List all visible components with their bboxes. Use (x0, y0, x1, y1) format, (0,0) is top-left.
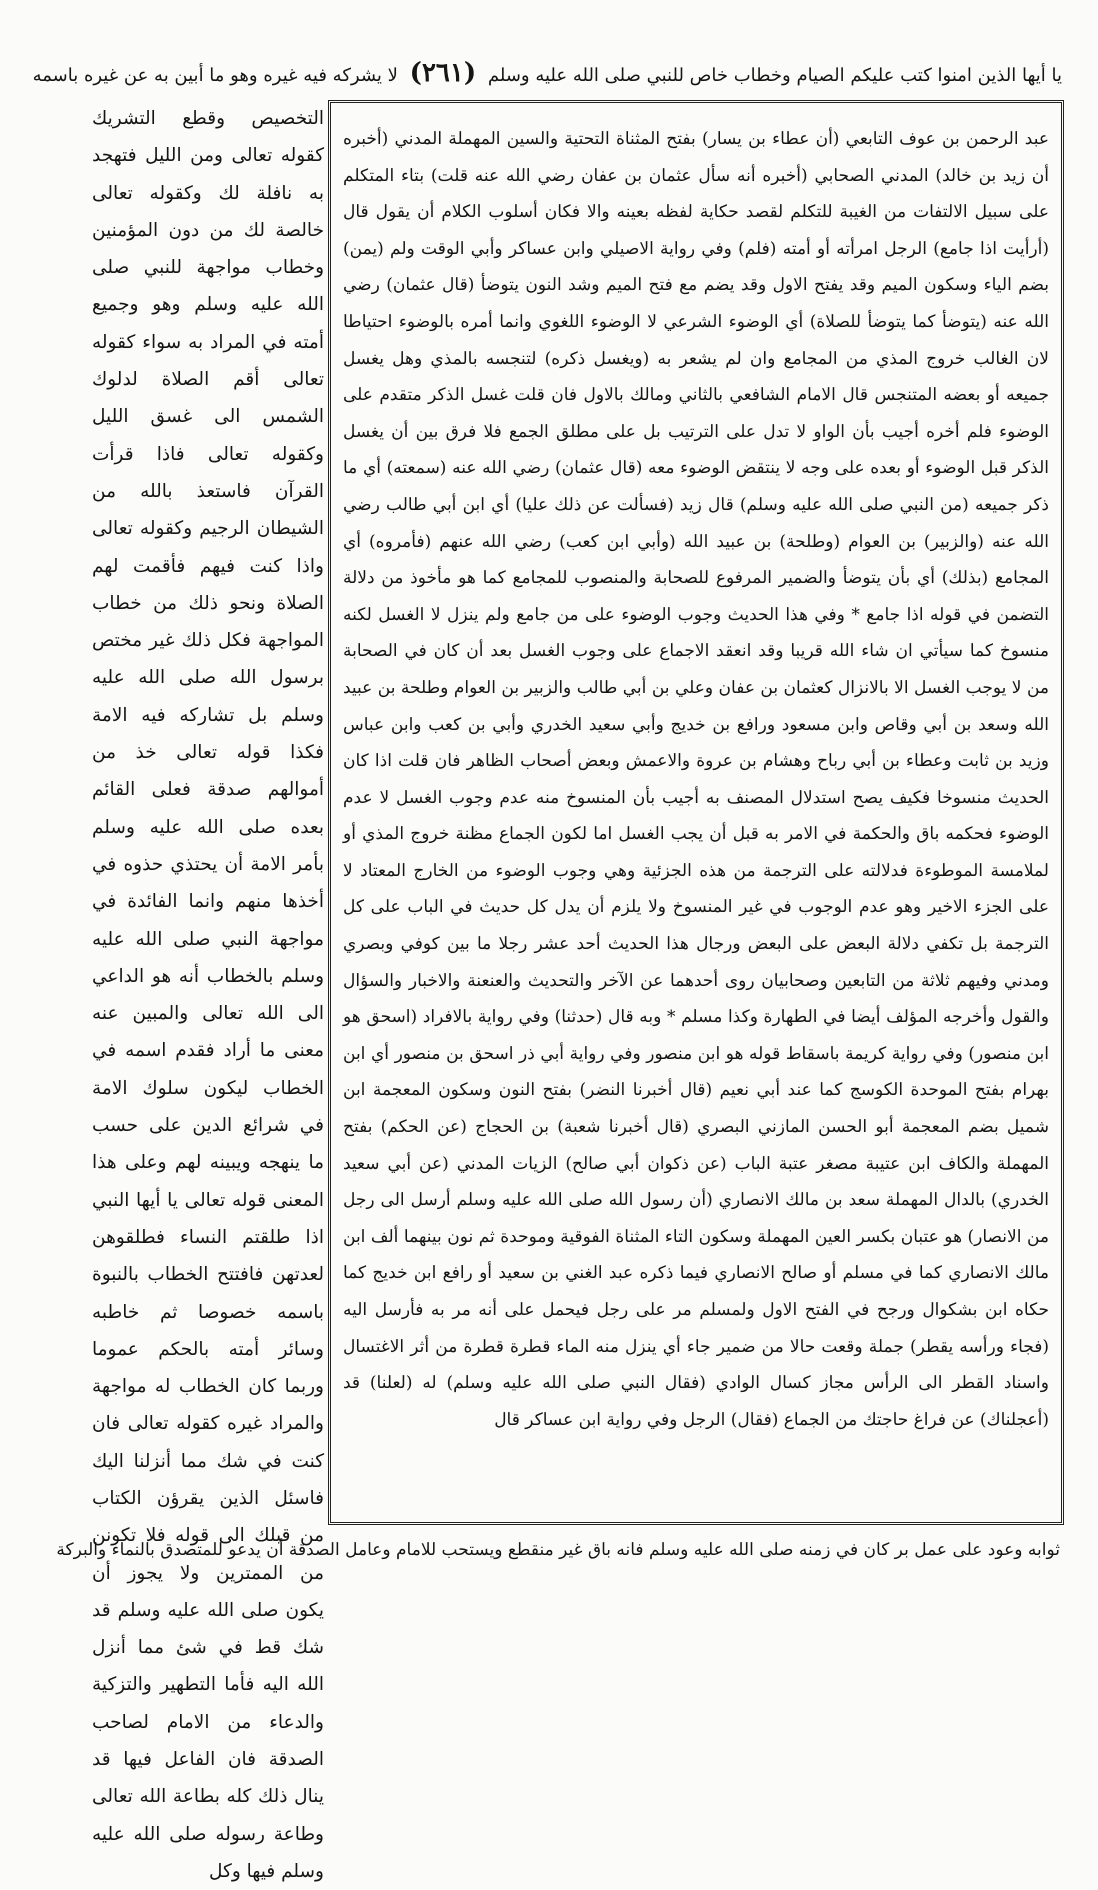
margin-commentary-text: التخصيص وقطع التشريك كقوله تعالى ومن الليل فتهجد به نافلة لك وكقوله تعالى خالصة لك من دون المؤمنين وخطاب مواجهة للنبي صلى الله عليه وسلم وهو وجميع أمته في المراد به سواء كقوله تعالى أقم الصلاة لدلوك الشمس الى غسق الليل وكقوله تعالى فاذا قرأت القرآن فاستعذ بالله من الشيطان الرجيم وكقوله تعالى واذا كنت فيهم فأقمت لهم الصلاة ونحو ذلك من خطاب المواجهة فكل ذلك غير مختص برسول الله صلى الله عليه وسلم بل تشاركه فيه الامة فكذا قوله تعالى خذ من أموالهم صدقة فعلى القائم بعده صلى الله عليه وسلم بأمر الامة أن يحتذي حذوه في أخذها منهم وانما الفائدة في مواجهة النبي صلى الله عليه وسلم بالخطاب أنه هو الداعي الى الله تعالى والمبين عنه معنى ما أراد فقدم اسمه في الخطاب ليكون سلوك الامة في شرائع الدين على حسب ما ينهجه ويبينه لهم وعلى هذا المعنى قوله تعالى يا أيها النبي اذا طلقتم النساء فطلقوهن لعدتهن فافتتح الخطاب بالنبوة باسمه خصوصا ثم خاطبه وسائر أمته بالحكم عموما وربما كان الخطاب له مواجهة والمراد غيره كقوله تعالى فان كنت في شك مما أنزلنا اليك فاسئل الذين يقرؤن الكتاب من قبلك الى قوله فلا تكونن من الممترين ولا يجوز أن يكون صلى الله عليه وسلم قد شك قط في شئ مما أنزل الله اليه فأما التطهير والتزكية والدعاء من الامام لصاحب الصدقة فان الفاعل فيها قد ينال ذلك كله بطاعة الله تعالى وطاعة رسوله صلى الله عليه وسلم فيها وكل (92, 108, 324, 1882)
header-text-left: لا يشركه فيه غيره وهو ما أبين به عن غيره باسمه (32, 65, 398, 86)
page-footer (56, 1530, 1060, 1570)
page-header (32, 48, 1062, 98)
page-number: (٢٦١) (409, 58, 477, 88)
header-text-right: يا أيها الذين امنوا كتب عليكم الصيام وخطاب خاص للنبي صلى الله عليه وسلم (487, 65, 1062, 86)
main-text-box (328, 100, 1064, 1525)
main-text-paragraph: عبد الرحمن بن عوف التابعي (أن عطاء بن يسار) بفتح المثناة التحتية والسين المهملة المدني (أخبره أن زيد بن خالد) المدني الصحابي (أخبره أنه سأل عثمان بن عفان رضي الله عنه قلت) بتاء المتكلم على سبيل الالتفات من الغيبة للتكلم لقصد حكاية لفظه بعينه والا فكان أسلوب الكلام أن يقول قال (أرأيت اذا جامع) الرجل امرأته أو أمته (فلم) وفي رواية الاصيلي وابن عساكر وأبي الوقت ولم (يمن) بضم الياء وسكون الميم وقد يفتح الاول وقد يضم مع فتح الميم وشد النون يتوضأ (قال عثمان) رضي الله عنه (يتوضأ كما يتوضأ للصلاة) أي الوضوء الشرعي لا الوضوء اللغوي وانما أمره بالوضوء احتياطا لان الغالب خروج المذي من المجامع وان لم يشعر به (ويغسل ذكره) لتنجسه بالمذي وهل يغسل جميعه أو بعضه المتنجس قال الامام الشافعي بالثاني ومالك بالاول فان قلت غسل الذكر متقدم على الوضوء فلم أخره أجيب بأن الواو لا تدل على الترتيب بل على مطلق الجمع فلا فرق بين أن يغسل الذكر قبل الوضوء أو بعده على وجه لا ينتقض الوضوء معه (قال عثمان) رضي الله عنه (سمعته) أي ما ذكر جميعه (من النبي صلى الله عليه وسلم) قال زيد (فسألت عن ذلك عليا) أي ابن أبي طالب رضي الله عنه (والزبير) بن العوام (وطلحة) بن عبيد الله (وأبي ابن كعب) رضي الله عنهم (فأمروه) أي المجامع (بذلك) أي بأن يتوضأ والضمير المرفوع للصحابة والمنصوب للمجامع كما هو مأخوذ من دلالة التضمن في قوله اذا جامع * وفي هذا الحديث وجوب الوضوء على من جامع ولم ينزل لا الغسل لكنه منسوخ كما سيأتي ان شاء الله قريبا وقد انعقد الاجماع على وجوب الغسل بعد أن كان في الصحابة من لا يوجب الغسل الا بالانزال كعثمان بن عفان وعلي بن أبي طالب والزبير بن العوام وطلحة بن عبيد الله وسعد بن أبي وقاص وابن مسعود ورافع بن خديج وأبي سعيد الخدري وأبي بن كعب وابن عباس وزيد بن ثابت وعطاء بن أبي رباح وهشام بن عروة والاعمش وبعض أصحاب الظاهر فان قلت اذا كان الحديث منسوخا فكيف يصح استدلال المصنف به أجيب بأن المنسوخ منه عدم وجوب الغسل لا عدم الوضوء فحكمه باق والحكمة في الامر به قبل أن يجب الغسل اما لكون الجماع مظنة خروج المذي أو لملامسة الموطوءة فدلالته على الترجمة من هذه الجزئية وهي وجوب الوضوء من الخارج المعتاد لا على الجزء الاخير وهو عدم الوجوب في غير المنسوخ ولا يلزم أن يدل كل حديث في الباب على كل الترجمة بل تكفي دلالة البعض على البعض ورجال هذا الحديث أحد عشر رجلا ما بين كوفي وبصري ومدني وفيهم ثلاثة من التابعين وصحابيان روى أحدهما عن الآخر والتحديث والعنعنة والاخبار والسؤال والقول وأخرجه المؤلف أيضا في الطهارة وكذا مسلم * وبه قال (حدثنا) وفي رواية بالافراد (اسحق هو ابن منصور) وفي رواية كريمة باسقاط قوله هو ابن منصور وفي رواية أبي ذر اسحق بن منصور أي ابن بهرام بفتح الموحدة الكوسج كما عند أبي نعيم (قال أخبرنا النضر) بفتح النون وسكون المعجمة ابن شميل بضم المعجمة أبو الحسن المازني البصري (قال أخبرنا شعبة) بن الحجاج (عن الحكم) بفتح المهملة والكاف ابن عتيبة مصغر عتبة الباب (عن ذكوان أبي صالح) الزيات المدني (عن أبي سعيد الخدري) بالدال المهملة سعد بن مالك الانصاري (أن رسول الله صلى الله عليه وسلم أرسل الى رجل من الانصار) هو عتبان بكسر العين المهملة وسكون التاء المثناة الفوقية وموحدة ثم نون بينهما ألف ابن مالك الانصاري كما في مسلم أو صالح الانصاري فيما ذكره عبد الغني بن سعيد أو رافع ابن خديج كما حكاه ابن بشكوال ورجح في الفتح الاول ولمسلم مر على رجل فيحمل على أنه مر به فأرسل اليه (فجاء ورأسه يقطر) جملة وقعت حالا من ضمير جاء أي ينزل منه الماء قطرة قطرة من أثر الاغتسال واسناد القطر الى الرأس مجاز كسال الوادي (فقال النبي صلى الله عليه وسلم) له (لعلنا) قد (أعجلناك) عن فراغ حاجتك من الجماع (فقال) الرجل وفي رواية ابن عساكر قال (343, 129, 1049, 1430)
footer-text: ثوابه وعود على عمل بر كان في زمنه صلى الله عليه وسلم فانه باق غير منقطع ويستحب للامام وعامل الصدقة أن يدعو للمتصدق بالنماء والبركة (56, 1540, 1060, 1560)
margin-commentary (92, 100, 324, 1882)
